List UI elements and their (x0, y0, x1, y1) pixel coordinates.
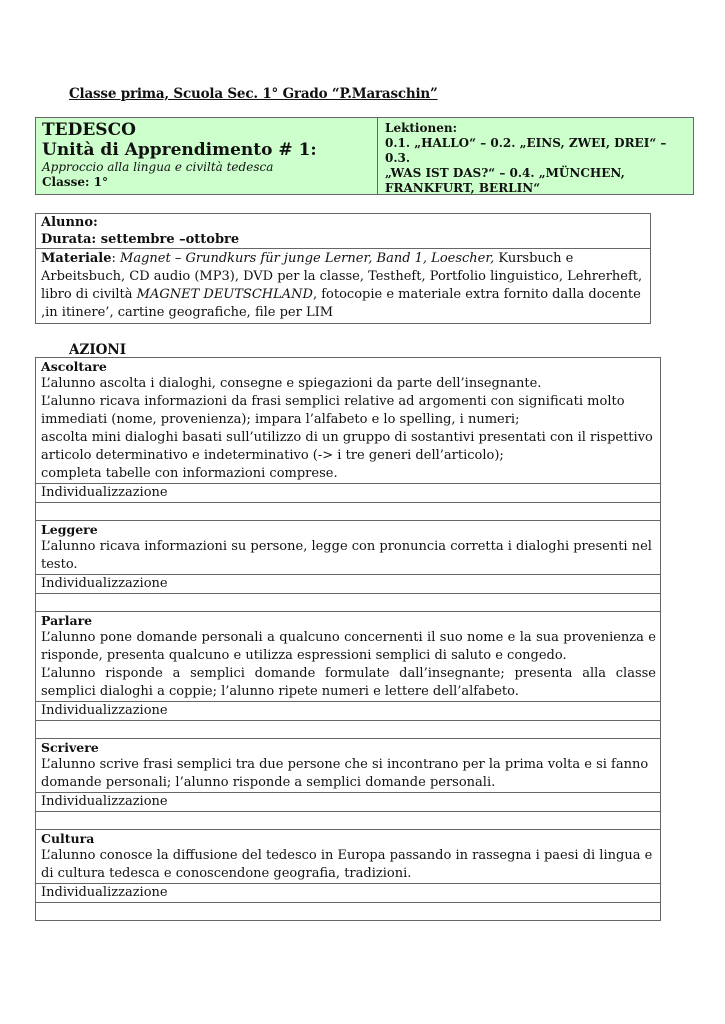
duration-label: Durata: settembre –ottobre (41, 231, 240, 247)
section-title: Ascoltare (41, 359, 107, 374)
section-line: L’alunno scrive frasi semplici tra due persone che si incontrano per la prima volta e si fanno domande personali; l’alunno risponde a semplici domande personali. (41, 757, 649, 790)
materials-cell (36, 249, 650, 322)
individualization-field (36, 503, 660, 520)
subject-title: TEDESCO (42, 120, 136, 140)
individualization-field (36, 812, 660, 829)
individualization-label: Individualizzazione (36, 793, 660, 812)
individualization-label: Individualizzazione (36, 484, 660, 503)
lessons-line: „WAS IST DAS?“ – 0.4. „MÜNCHEN, (385, 166, 625, 180)
individualization-label: Individualizzazione (36, 884, 660, 903)
section-leggere (36, 521, 660, 612)
individualization-field (36, 721, 660, 738)
section-line: L’alunno risponde a semplici domande formulate dall’insegnante; presenta alla classe semplici dialoghi a coppie; l’alunno ripete numeri e lettere dell’alfabeto. (41, 666, 656, 699)
section-body (36, 358, 660, 484)
individualization-label: Individualizzazione (36, 575, 660, 594)
class-label: Classe: 1° (42, 175, 108, 189)
section-cultura (36, 830, 660, 920)
student-duration-cell (36, 214, 650, 249)
lessons-line: 0.1. „HALLO“ – 0.2. „EINS, ZWEI, DREI“ – 0.3. (385, 136, 667, 165)
section-body (36, 521, 660, 575)
lessons-label: Lektionen: (385, 121, 458, 135)
page-title: Classe prima, Scuola Sec. 1° Grado “P.Maraschin” (69, 86, 438, 102)
info-box (35, 213, 651, 324)
section-scrivere (36, 739, 660, 830)
section-line: L’alunno conosce la diffusione del tedesco in Europa passando in rassegna i paesi di lingua e di cultura tedesca e conoscendone geografia, tradizioni. (41, 848, 653, 881)
actions-heading: AZIONI (69, 342, 127, 358)
materials-label: Materiale (41, 251, 112, 266)
materials-book-title: Magnet – Grundkurs für junge Lerner, Band 1, Loescher, (120, 251, 495, 266)
section-title: Leggere (41, 522, 98, 537)
section-line: ascolta mini dialoghi basati sull’utilizzo di un gruppo di sostantivi presentati con il rispettivo articolo determinativo e indeterminativo (-> i tre generi dell’articolo); (41, 430, 653, 463)
section-line: L’alunno ascolta i dialoghi, consegne e spiegazioni da parte dell’insegnante. (41, 376, 542, 391)
materials-text-2: , fotocopie e materiale extra fornito dalla docente ‚in itinere’, cartine geografiche, file per LIM (41, 287, 641, 320)
section-title: Cultura (41, 831, 95, 846)
section-title: Parlare (41, 613, 93, 628)
section-ascoltare (36, 358, 660, 521)
materials-civilta-title: MAGNET DEUTSCHLAND (136, 287, 313, 302)
section-line: completa tabelle con informazioni comprese. (41, 466, 338, 481)
section-body (36, 612, 660, 702)
individualization-label: Individualizzazione (36, 702, 660, 721)
individualization-field (36, 594, 660, 611)
unit-topic: Approccio alla lingua e civiltà tedesca (42, 160, 274, 174)
actions-table (35, 357, 661, 921)
section-body (36, 830, 660, 884)
lessons-cell (378, 118, 693, 194)
materials-text: Kursbuch e Arbeitsbuch, CD audio (MP3), DVD per la classe, Testheft, Portfolio linguistico, Lehrerheft, libro di civiltà (41, 251, 643, 302)
section-line: L’alunno ricava informazioni da frasi semplici relative ad argomenti con significati molto immediati (nome, provenienza); impara l’alfabeto e lo spelling, i numeri; (41, 394, 625, 427)
unit-header-box (35, 117, 694, 195)
section-line: L’alunno pone domande personali a qualcuno concernenti il suo nome e la sua provenienza e risponde, presenta qualcuno e utilizza espressioni semplici di saluto e congedo. (41, 630, 656, 663)
section-parlare (36, 612, 660, 739)
individualization-field (36, 903, 660, 920)
lessons-line: FRANKFURT, BERLIN“ (385, 181, 541, 195)
section-title: Scrivere (41, 740, 99, 755)
student-label: Alunno: (41, 215, 98, 230)
unit-title: Unità di Apprendimento # 1: (42, 140, 317, 160)
section-line: L’alunno ricava informazioni su persone, legge con pronuncia corretta i dialoghi presenti nel testo. (41, 539, 652, 572)
materials-sep: : (111, 251, 121, 266)
section-body (36, 739, 660, 793)
unit-header-left (36, 118, 378, 194)
